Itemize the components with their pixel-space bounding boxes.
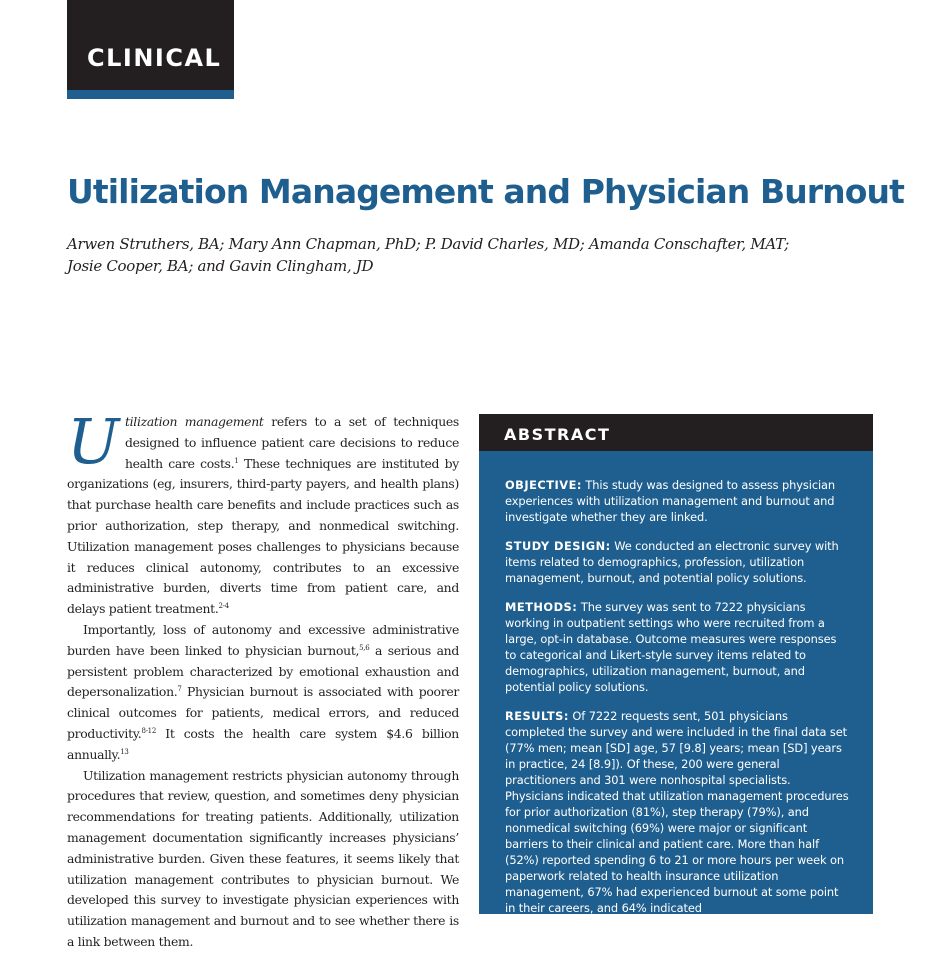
author-line-1: Arwen Struthers, BA; Mary Ann Chapman, PhD; P. David Charles, MD; Amanda Conschafter, MAT; bbox=[67, 235, 790, 253]
citation: 8-12 bbox=[141, 726, 156, 735]
abstract-study-design: STUDY DESIGN: We conducted an electronic survey with items related to demographics, profession, utilization management, burnout, and potential policy solutions. bbox=[505, 539, 839, 585]
abstract-results: RESULTS: Of 7222 requests sent, 501 physicians completed the survey and were included in the final data set (77% men; mean [SD] age, 57 [9.8] years; mean [SD] years in practice, 24 [8.9]). Of these, 200 were general practitioners and 301 were nonhospital specialists. Physicians indicated that utilization management procedures for prior authorization (81%), step therapy (79%), and nonmedical switching (69%) were major or significant barriers to their clinical and patient care. More than half (52%) reported spending 6 to 21 or more hours per week on paperwork related to health insurance utilization management, 67% had experienced burnout at some point in their careers, and 64% indicated bbox=[505, 709, 849, 915]
citation: 1 bbox=[234, 456, 239, 465]
abstract-body bbox=[479, 451, 873, 916]
author-line-2: Josie Cooper, BA; and Gavin Clingham, JD bbox=[67, 257, 374, 275]
drop-cap: U bbox=[67, 405, 119, 478]
body-paragraph-2: Importantly, loss of autonomy and excessive administrative burden have been linked to physician burnout,$^{5,6}$ a serious and persistent problem characterized by emotional exhaustion and depersonalization.$^7$ Physician burnout is associated with poorer clinical outcomes for patients, medical errors, and reduced productivity.$^{8-12}$ It costs the health care system $4.6 billion annually.$^{13}$ bbox=[67, 621, 459, 762]
abstract-heading: ABSTRACT bbox=[504, 425, 611, 444]
section-label bbox=[67, 0, 234, 99]
body-paragraph-3: Utilization management restricts physician autonomy through procedures that review, question, and sometimes deny physician recommendations for treating patients. Additionally, utilization management documentation significantly increases physicians’ administrative burden. Given these features, it seems likely that utilization management contributes to physician burnout. We developed this survey to investigate physician experiences with utilization management and burnout and to see whether there is a link between them. bbox=[67, 767, 459, 949]
abstract-header bbox=[479, 414, 873, 451]
citation: 5,6 bbox=[359, 643, 370, 652]
abstract-objective: OBJECTIVE: This study was designed to assess physician experiences with utilization management and burnout and investigate whether they are linked. bbox=[505, 478, 836, 524]
citation: 7 bbox=[177, 685, 182, 694]
citation: 2-4 bbox=[218, 602, 229, 611]
abstract-methods: METHODS: The survey was sent to 7222 physicians working in outpatient settings who were recruited from a large, opt-in database. Outcome measures were responses to categorical and Likert-style survey items related to demographics, utilization management, burnout, and potential policy solutions. bbox=[505, 600, 837, 694]
section-label-text: CLINICAL bbox=[87, 44, 222, 72]
abstract-box bbox=[479, 414, 873, 914]
key-term: tilization management bbox=[124, 414, 264, 429]
body-column bbox=[67, 405, 459, 953]
citation: 13 bbox=[120, 747, 129, 756]
author-list bbox=[67, 233, 867, 277]
article-title: Utilization Management and Physician Burnout bbox=[67, 172, 905, 211]
body-paragraph-1: Utilization management refers to a set of techniques designed to influence patient care decisions to reduce health care costs.$^1$ These techniques are instituted by organizations (eg, insurers, third-party payers, and health plans) that purchase health care benefits and include practices such as prior authorization, step therapy, and nonmedical switching. Utilization management poses challenges to physicians because it reduces clinical autonomy, contributes to an excessive administrative burden, diverts time from patient care, and delays patient treatment.$^{2-4}$ bbox=[67, 405, 459, 617]
